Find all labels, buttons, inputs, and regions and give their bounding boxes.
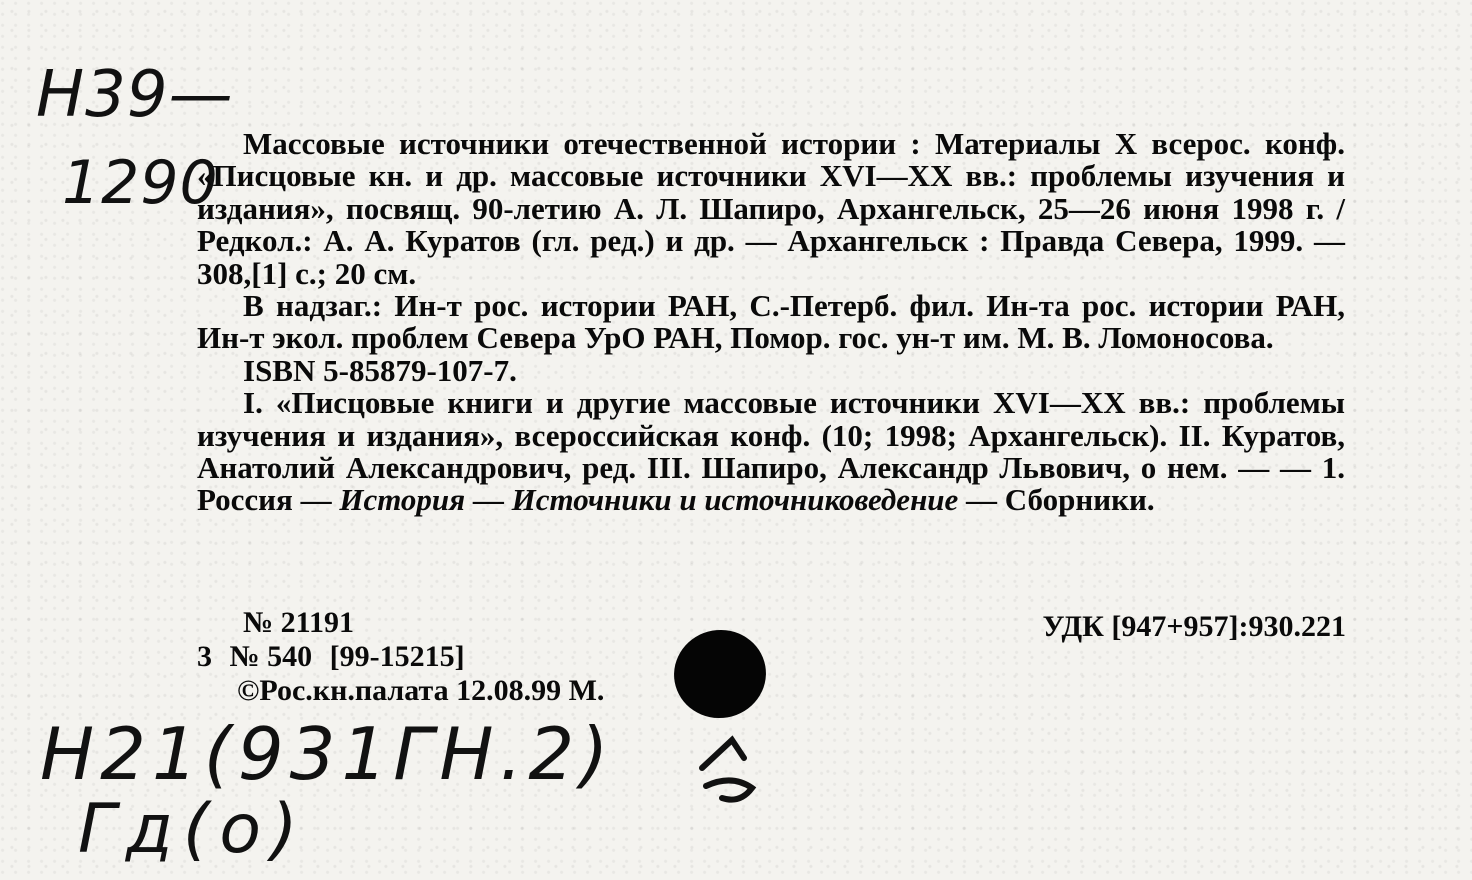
registration-number: № 21191 [243,606,354,639]
handwritten-code: Гд(о) [78,790,308,869]
udk-code: УДК [947+957]:930.221 [1042,610,1346,643]
entry-isbn: ISBN 5-85879-107-7. [243,352,517,388]
punch-hole [667,623,773,726]
handwritten-number-top: 1290 [62,148,219,218]
card-footer-left [197,606,604,708]
card-number-line [197,640,604,674]
handwritten-scribble [692,728,772,808]
card-code: [99-15215] [329,640,465,673]
card-number: № 540 [229,640,313,673]
tracings-text: I. «Писцовые книги и другие массовые источники XVI—XX вв.: проблемы изучения и издания», всероссийская конф. (10; 1998; Архангельск). II. Куратов, Анатолий Александрович, ред. III. Шапиро, Александр Львович, о нем. — — 1. Россия — [197,385,1345,518]
handwritten-classification: Н21(931ГН.2) [40,712,615,796]
entry-tracings [197,387,1345,517]
handwritten-shelfmark-top: Н39— [36,58,234,132]
entry-description: Массовые источники отечественной истории : Материалы X всерос. конф. «Писцовые кн. и др. массовые источники XVI—XX вв.: проблемы изучения и издания», посвящ. 90-летию А. Л. Шапиро, Архангельск, 25—26 июня 1998 г. / Редкол.: А. А. Куратов (гл. ред.) и др. — Архангельск : Правда Севера, 1999. — 308,[1] с.; 20 см. [197,126,1345,291]
entry-note: В надзаг.: Ин-т рос. истории РАН, С.-Петерб. фил. Ин-та рос. истории РАН, Ин-т экол. проблем Севера УрО РАН, Помор. гос. ун-т им. М. В. Ломоносова. [197,288,1345,356]
bibliographic-entry [197,128,1345,517]
card-prefix: 3 [197,640,212,673]
copyright-line: ©Рос.кн.палата 12.08.99 М. [237,674,605,707]
tracings-subject-history: История [339,482,466,518]
tracings-end: — Сборники. [958,482,1155,518]
tracings-dash: — [465,482,512,518]
tracings-subject-sources: Источники и источниковедение [511,482,959,518]
